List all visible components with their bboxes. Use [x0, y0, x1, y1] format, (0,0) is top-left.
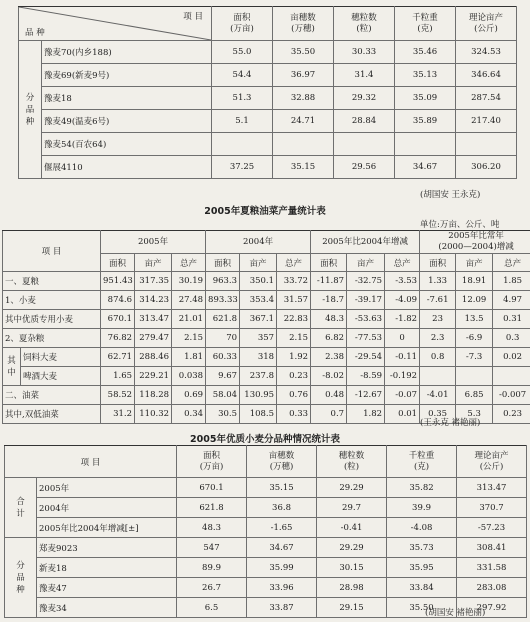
item-header: 项 目 [3, 231, 101, 272]
row-name: 偃展4110 [42, 156, 212, 179]
table3-credit: (胡国安 褚艳丽) [425, 608, 486, 618]
cell: 35.73 [387, 538, 457, 558]
cell: 2.3 [420, 329, 456, 348]
header-spikes: 亩穗数 (万穗) [273, 7, 334, 41]
header-yield: 理论亩产 (公斤) [457, 446, 527, 478]
cell: 5.1 [212, 110, 273, 133]
summer-grain-table [2, 230, 530, 424]
header-area: 面积 (万亩) [177, 446, 247, 478]
cell: 13.5 [456, 310, 493, 329]
cell: 36.97 [273, 64, 334, 87]
cell: 62.71 [101, 348, 135, 367]
subheader: 亩产 [456, 254, 493, 272]
cell: 318 [240, 348, 277, 367]
cell: 29.56 [334, 156, 395, 179]
table2-credit: (王永克 褚艳丽) [420, 418, 481, 428]
cell: 0.7 [311, 405, 347, 424]
cell: 357 [240, 329, 277, 348]
cell: 29.15 [317, 598, 387, 618]
cell: 58.04 [206, 386, 240, 405]
header-spikes: 亩穗数 (万穗) [247, 446, 317, 478]
cell: 35.50 [387, 598, 457, 618]
variety-label: 分 品 种 [5, 538, 37, 618]
cell: 55.0 [212, 41, 273, 64]
cell: 48.3 [177, 518, 247, 538]
cell: -0.11 [385, 348, 420, 367]
cell: 35.46 [395, 41, 456, 64]
cell: -57.23 [457, 518, 527, 538]
corner-item-label: 项 目 [183, 12, 203, 22]
cell: -18.7 [311, 291, 347, 310]
subheader: 亩产 [347, 254, 385, 272]
cell: 237.8 [240, 367, 277, 386]
cell: 26.7 [177, 578, 247, 598]
cell: 621.8 [177, 498, 247, 518]
cell: 670.1 [177, 478, 247, 498]
cell: 35.15 [273, 156, 334, 179]
cell: 350.1 [240, 272, 277, 291]
subheader: 总产 [277, 254, 311, 272]
cell: 621.8 [206, 310, 240, 329]
subheader: 总产 [385, 254, 420, 272]
cell: 0.34 [172, 405, 206, 424]
subheader: 总产 [172, 254, 206, 272]
row-name: 其中优质专用小麦 [3, 310, 101, 329]
table2-unit: 单位:万亩、公斤、吨 [420, 220, 500, 230]
cell: 51.3 [212, 87, 273, 110]
cell: 31.2 [101, 405, 135, 424]
cell: 32.88 [273, 87, 334, 110]
row-name: 豫麦49(温麦6号) [42, 110, 212, 133]
row-name: 啤酒大麦 [21, 367, 101, 386]
subheader: 面积 [420, 254, 456, 272]
cell: 217.40 [456, 110, 517, 133]
row-name: 一、夏粮 [3, 272, 101, 291]
subheader: 面积 [101, 254, 135, 272]
cell: 12.09 [456, 291, 493, 310]
cell [456, 133, 517, 156]
cell: 58.52 [101, 386, 135, 405]
cell: 0.31 [493, 310, 530, 329]
cell: -39.17 [347, 291, 385, 310]
cell: 229.21 [135, 367, 172, 386]
cell: 670.1 [101, 310, 135, 329]
cell: 33.72 [277, 272, 311, 291]
row-name: 其中,双低油菜 [3, 405, 101, 424]
cell: -1.82 [385, 310, 420, 329]
row-name: 二、油菜 [3, 386, 101, 405]
cell: -4.08 [387, 518, 457, 538]
cell: -4.01 [420, 386, 456, 405]
row-name: 2005年 [37, 478, 177, 498]
cell: -8.59 [347, 367, 385, 386]
cell: 0.8 [420, 348, 456, 367]
cell: 0.23 [277, 367, 311, 386]
cell: 874.6 [101, 291, 135, 310]
cell: -0.07 [385, 386, 420, 405]
cell: 288.46 [135, 348, 172, 367]
row-name: 郑麦9023 [37, 538, 177, 558]
cell: 1.81 [172, 348, 206, 367]
cell: 29.29 [317, 478, 387, 498]
cell: -7.61 [420, 291, 456, 310]
group-diff: 2005年比2004年增减 [311, 231, 420, 254]
cell: -3.53 [385, 272, 420, 291]
row-name: 2004年 [37, 498, 177, 518]
total-label: 合 计 [5, 478, 37, 538]
cell: 317.35 [135, 272, 172, 291]
row-name: 豫麦54(百农64) [42, 133, 212, 156]
row-name: 豫麦18 [42, 87, 212, 110]
cell: -29.54 [347, 348, 385, 367]
table2-title: 2005年夏粮油菜产量统计表 [204, 206, 326, 217]
cell: 30.33 [334, 41, 395, 64]
cell: 346.64 [456, 64, 517, 87]
row-name: 饲料大麦 [21, 348, 101, 367]
variety-yield-table [18, 6, 517, 179]
cell: -53.63 [347, 310, 385, 329]
cell: 0.48 [311, 386, 347, 405]
cell: 951.43 [101, 272, 135, 291]
subheader: 亩产 [135, 254, 172, 272]
cell [456, 367, 493, 386]
cell: 35.89 [395, 110, 456, 133]
cell: 35.50 [273, 41, 334, 64]
cell: 0.33 [277, 405, 311, 424]
sub-label: 其 中 [3, 348, 21, 386]
header-grains: 穗粒数 (粒) [317, 446, 387, 478]
cell: 370.7 [457, 498, 527, 518]
cell: 33.87 [247, 598, 317, 618]
cell: 4.97 [493, 291, 530, 310]
cell: 118.28 [135, 386, 172, 405]
row-name: 2005年比2004年增减[±] [37, 518, 177, 538]
cell: 30.19 [172, 272, 206, 291]
cell: -6.9 [456, 329, 493, 348]
header-kernel-weight: 千粒重 (克) [387, 446, 457, 478]
cell: 33.96 [247, 578, 317, 598]
cell: 1.92 [277, 348, 311, 367]
cell: 2.15 [277, 329, 311, 348]
row-name: 豫麦69(新麦9号) [42, 64, 212, 87]
cell: 30.15 [317, 558, 387, 578]
cell: 324.53 [456, 41, 517, 64]
cell: 6.85 [456, 386, 493, 405]
cell: 39.9 [387, 498, 457, 518]
corner-header [19, 7, 212, 41]
cell: 0.23 [493, 405, 530, 424]
row-name: 新麦18 [37, 558, 177, 578]
cell: 60.33 [206, 348, 240, 367]
cell: 0.038 [172, 367, 206, 386]
cell: 35.13 [395, 64, 456, 87]
cell: -0.41 [317, 518, 387, 538]
cell: 0.02 [493, 348, 530, 367]
cell: 70 [206, 329, 240, 348]
cell: -0.007 [493, 386, 530, 405]
cell: 28.84 [334, 110, 395, 133]
subheader: 亩产 [240, 254, 277, 272]
cell: 21.01 [172, 310, 206, 329]
cell: 6.5 [177, 598, 247, 618]
row-name: 2、夏杂粮 [3, 329, 101, 348]
cell: -12.67 [347, 386, 385, 405]
cell: 130.95 [240, 386, 277, 405]
group-2005: 2005年 [101, 231, 206, 254]
cell: 108.5 [240, 405, 277, 424]
group-2004: 2004年 [206, 231, 311, 254]
cell: 35.99 [247, 558, 317, 578]
corner-variety-label: 品 种 [25, 28, 45, 38]
cell: -11.87 [311, 272, 347, 291]
cell [212, 133, 273, 156]
cell: 0.69 [172, 386, 206, 405]
cell: 0.3 [493, 329, 530, 348]
cell: 34.67 [247, 538, 317, 558]
cell: 89.9 [177, 558, 247, 578]
cell: 30.5 [206, 405, 240, 424]
item-header: 项 目 [5, 446, 177, 478]
cell: 76.82 [101, 329, 135, 348]
cell [395, 133, 456, 156]
cell: 29.29 [317, 538, 387, 558]
cell: 1.82 [347, 405, 385, 424]
cell: 1.85 [493, 272, 530, 291]
cell: 6.82 [311, 329, 347, 348]
cell: 306.20 [456, 156, 517, 179]
row-name: 豫麦47 [37, 578, 177, 598]
cell [493, 367, 530, 386]
cell: 36.8 [247, 498, 317, 518]
group-vs-normal: 2005年比常年 (2000—2004)增减 [420, 231, 530, 254]
cell: 1.65 [101, 367, 135, 386]
cell: 287.54 [456, 87, 517, 110]
cell [420, 367, 456, 386]
cell: -32.75 [347, 272, 385, 291]
table1-credit: (胡国安 王永克) [420, 190, 481, 200]
cell: 54.4 [212, 64, 273, 87]
header-kernel-weight: 千粒重 (克) [395, 7, 456, 41]
row-name: 1、小麦 [3, 291, 101, 310]
cell: 34.67 [395, 156, 456, 179]
cell: 353.4 [240, 291, 277, 310]
group-label: 分 品 种 [19, 41, 42, 179]
cell: 24.71 [273, 110, 334, 133]
cell: 31.57 [277, 291, 311, 310]
cell: 35.15 [247, 478, 317, 498]
cell: 308.41 [457, 538, 527, 558]
cell: 279.47 [135, 329, 172, 348]
cell: 48.3 [311, 310, 347, 329]
cell: 2.38 [311, 348, 347, 367]
cell: 110.32 [135, 405, 172, 424]
cell: 9.67 [206, 367, 240, 386]
cell: -77.53 [347, 329, 385, 348]
subheader: 面积 [311, 254, 347, 272]
cell: 0.01 [385, 405, 420, 424]
cell: 0 [385, 329, 420, 348]
cell: 0.76 [277, 386, 311, 405]
header-grains: 穗粒数 (粒) [334, 7, 395, 41]
row-name: 豫麦70(内乡188) [42, 41, 212, 64]
cell: 893.33 [206, 291, 240, 310]
cell: 29.32 [334, 87, 395, 110]
cell: 2.15 [172, 329, 206, 348]
header-yield: 理论亩产 (公斤) [456, 7, 517, 41]
cell: 331.58 [457, 558, 527, 578]
cell [273, 133, 334, 156]
cell: -1.65 [247, 518, 317, 538]
cell: 547 [177, 538, 247, 558]
cell [334, 133, 395, 156]
cell: 27.48 [172, 291, 206, 310]
cell: 37.25 [212, 156, 273, 179]
cell: 35.09 [395, 87, 456, 110]
cell: -4.09 [385, 291, 420, 310]
cell: 35.95 [387, 558, 457, 578]
cell: 29.7 [317, 498, 387, 518]
row-name: 豫麦34 [37, 598, 177, 618]
cell: 367.1 [240, 310, 277, 329]
cell: 314.23 [135, 291, 172, 310]
cell: 23 [420, 310, 456, 329]
cell: 35.82 [387, 478, 457, 498]
subheader: 总产 [493, 254, 530, 272]
cell: 297.92 [457, 598, 527, 618]
cell: 963.3 [206, 272, 240, 291]
cell: 283.08 [457, 578, 527, 598]
quality-wheat-table [4, 445, 527, 618]
cell: 0.35 [420, 405, 456, 424]
cell: 18.91 [456, 272, 493, 291]
subheader: 面积 [206, 254, 240, 272]
cell: -0.192 [385, 367, 420, 386]
cell: -7.3 [456, 348, 493, 367]
cell: -8.02 [311, 367, 347, 386]
cell: 33.84 [387, 578, 457, 598]
cell: 31.4 [334, 64, 395, 87]
cell: 22.83 [277, 310, 311, 329]
cell: 28.98 [317, 578, 387, 598]
cell: 5.3 [456, 405, 493, 424]
header-area: 面积 (万亩) [212, 7, 273, 41]
cell: 313.47 [457, 478, 527, 498]
table3-title: 2005年优质小麦分品种情况统计表 [190, 434, 340, 445]
cell: 313.47 [135, 310, 172, 329]
cell: 1.33 [420, 272, 456, 291]
